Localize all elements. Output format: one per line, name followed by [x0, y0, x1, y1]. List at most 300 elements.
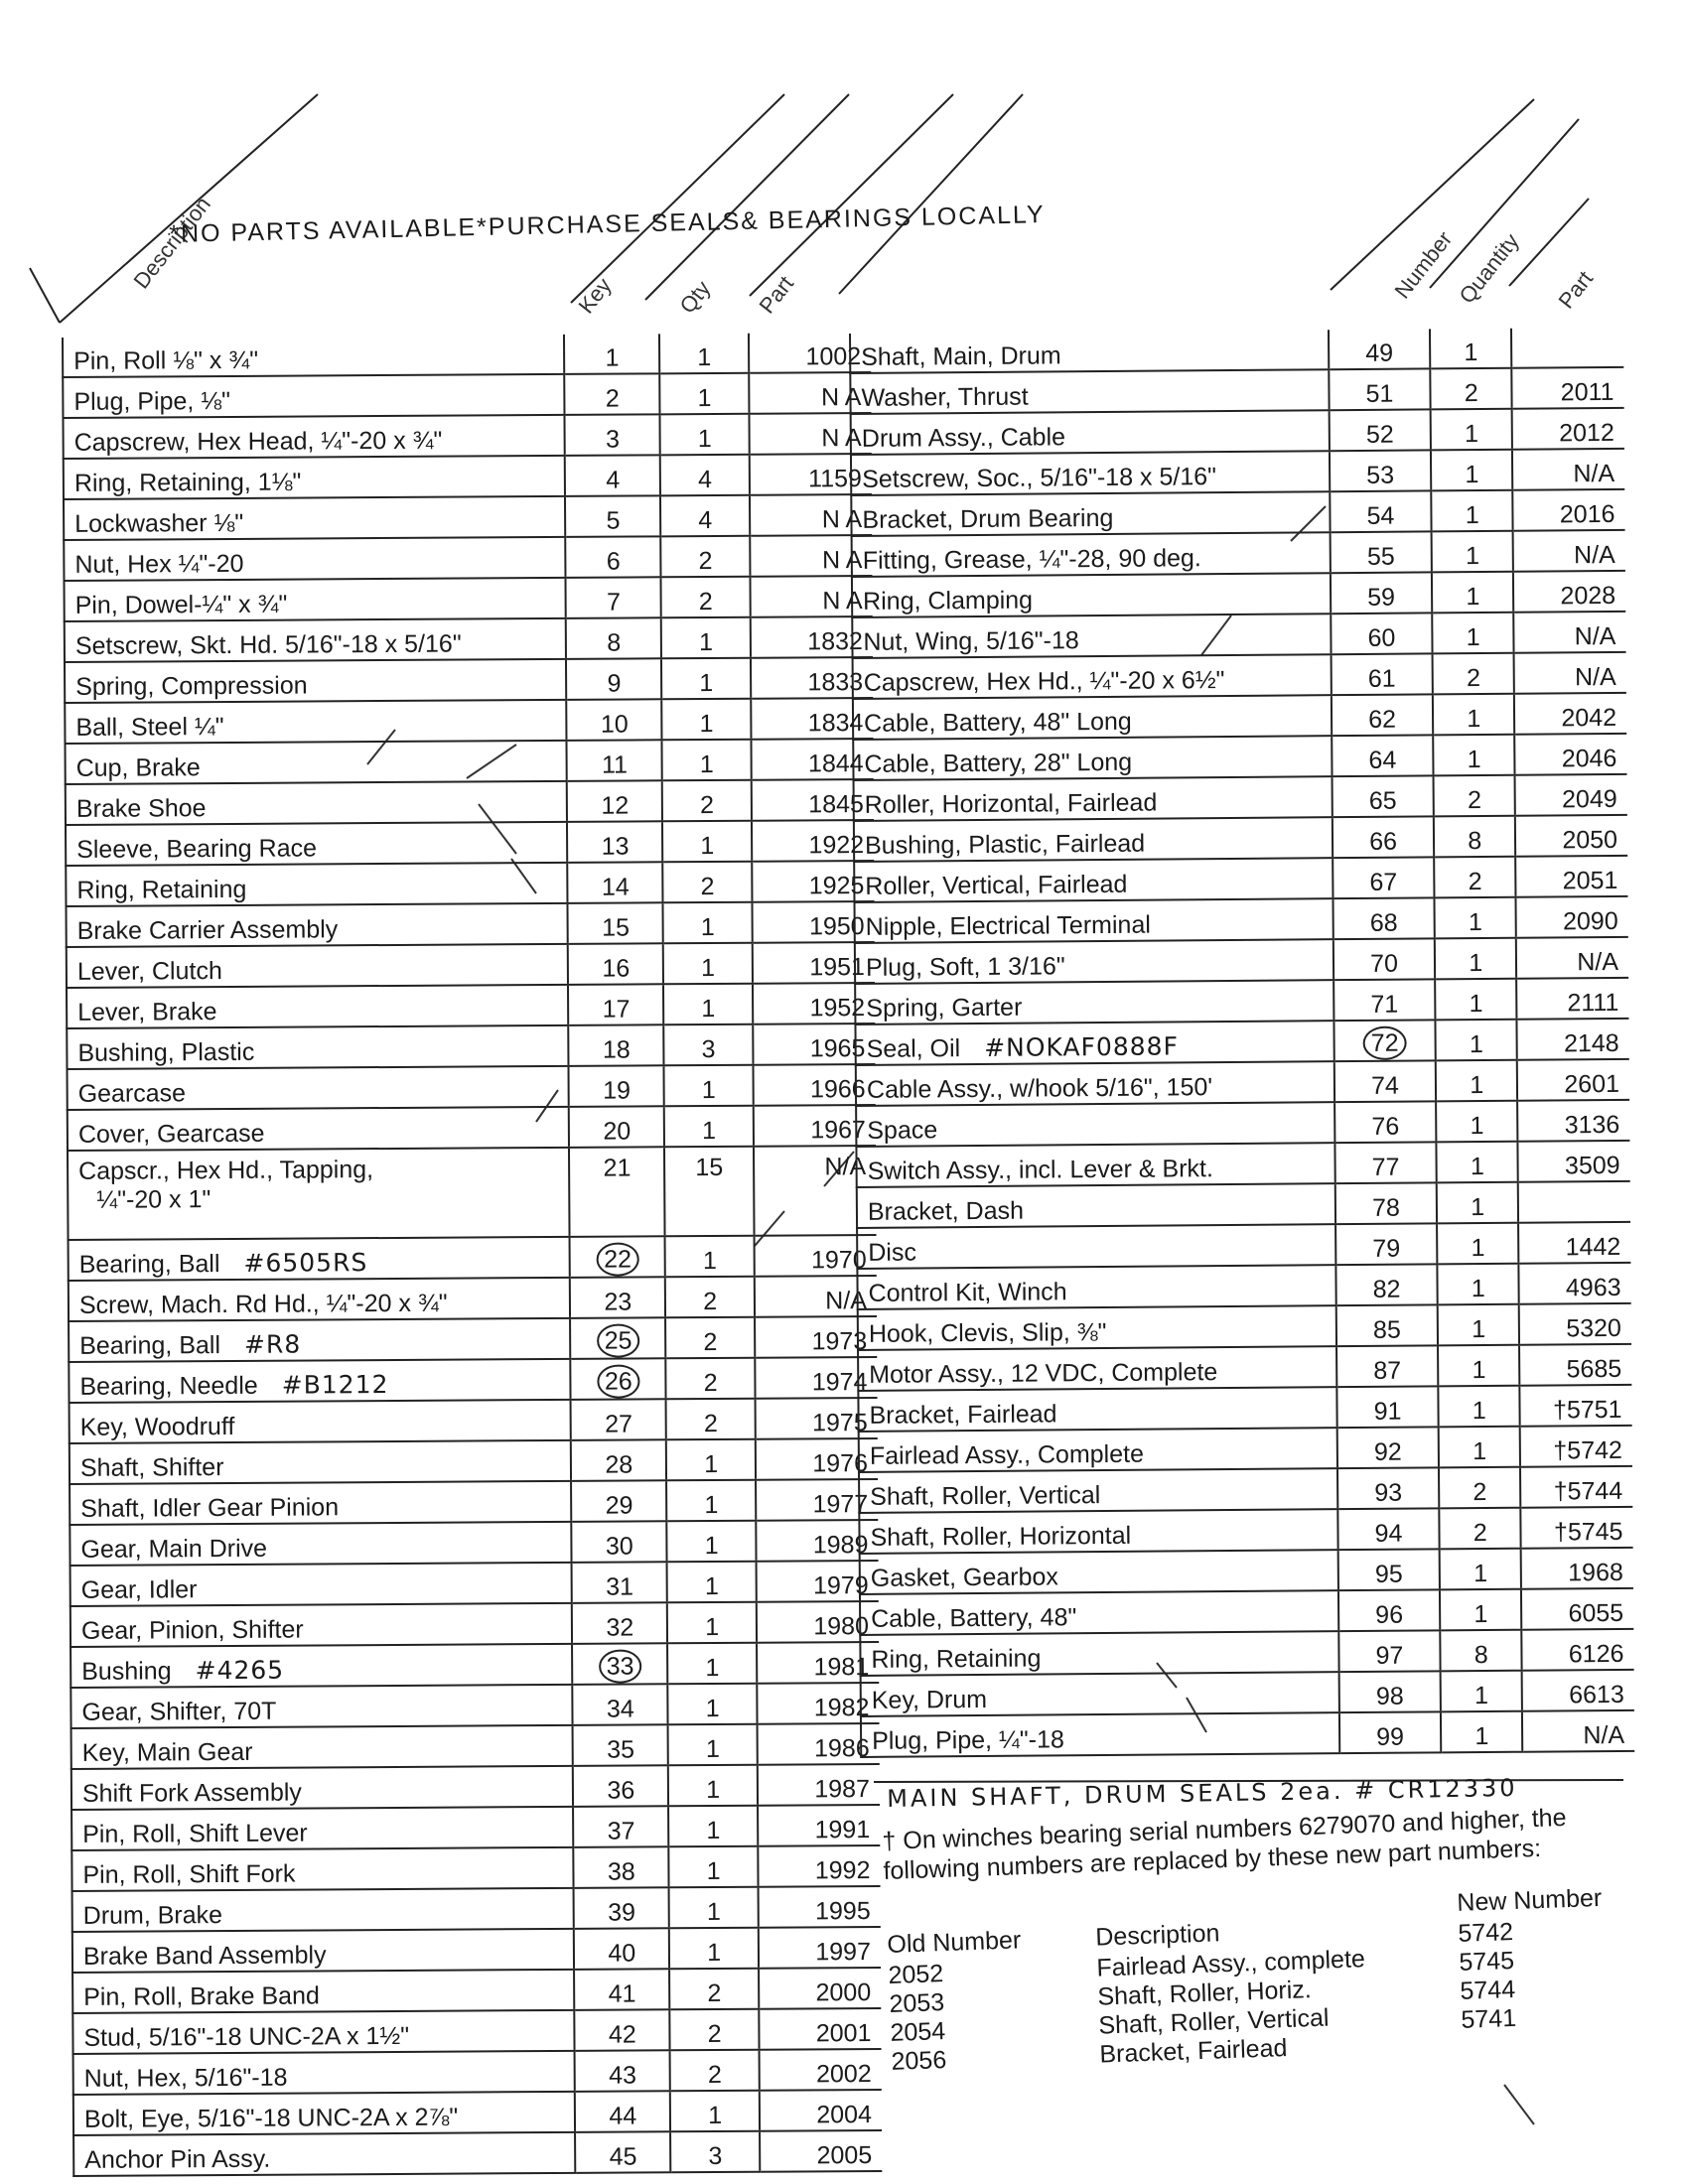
part-row [70, 1438, 878, 1484]
quantity-cell: 2 [670, 2050, 760, 2092]
part-description: Key, Woodruff [79, 1412, 235, 1441]
part-row [67, 1024, 875, 1069]
part-number-cell: 1973 [755, 1316, 877, 1358]
part-description: Plug, Soft, 1 3/16" [865, 952, 1065, 982]
part-row [66, 779, 874, 825]
header-part: Part [754, 271, 799, 319]
key-number-cell [574, 1928, 669, 1970]
quantity-cell: 1 [1439, 1386, 1520, 1428]
key-number-cell [573, 1643, 668, 1685]
part-row [68, 1146, 877, 1240]
part-number-cell: 1995 [759, 1886, 881, 1928]
part-description-cell [66, 863, 568, 906]
key-number-cell [1338, 1589, 1441, 1631]
key-number: 12 [601, 791, 630, 820]
description-cell: Fairlead Assy., complete [1095, 1945, 1366, 1982]
part-description-cell [72, 1970, 575, 2013]
quantity-cell: 1 [662, 740, 752, 781]
quantity-cell: 2 [670, 2009, 760, 2051]
key-number-cell [1332, 694, 1434, 736]
part-description-cell [68, 1148, 570, 1240]
quantity-cell: 1 [663, 902, 753, 944]
part-row [72, 2008, 881, 2054]
part-row [71, 1805, 880, 1850]
part-description: Sleeve, Bearing Race [76, 834, 318, 864]
quantity-cell: 1 [665, 1236, 755, 1278]
part-number-cell: 1159 [750, 454, 872, 495]
part-description-cell [72, 1888, 575, 1932]
part-row [854, 774, 1627, 821]
part-row [72, 1968, 881, 2013]
part-number-cell: 6126 [1522, 1629, 1634, 1671]
key-number-cell [571, 1317, 666, 1359]
part-number-cell: 1991 [758, 1805, 880, 1846]
key-number: 62 [1368, 705, 1397, 734]
old-number-column [887, 1926, 1026, 2077]
part-description-cell [70, 1400, 572, 1443]
part-number-cell: 1834 [751, 698, 873, 740]
part-description-cell [71, 1847, 574, 1891]
part-number-cell: 3509 [1518, 1141, 1630, 1182]
quantity-cell: 2 [666, 1358, 756, 1400]
key-number: 3 [606, 425, 621, 454]
part-description-cell [70, 1563, 573, 1606]
part-description: Pin, Roll, Brake Band [83, 1981, 320, 2011]
key-number-cell [1330, 450, 1432, 491]
key-number-cell [565, 495, 660, 537]
key-number: 37 [607, 1817, 635, 1845]
part-row [64, 576, 872, 621]
quantity-cell: 2 [663, 862, 753, 903]
part-description-cell [70, 1603, 573, 1647]
part-description-cell [859, 1509, 1337, 1554]
key-number: 74 [1370, 1071, 1399, 1100]
part-number-cell: 2001 [759, 2008, 881, 2050]
key-number-cell [1335, 1304, 1438, 1346]
key-number: 13 [601, 832, 630, 861]
key-number: 65 [1368, 786, 1397, 815]
quantity-cell: 1 [667, 1521, 757, 1563]
part-description-cell [855, 1021, 1333, 1065]
part-row [852, 612, 1625, 658]
key-number-cell [1335, 1223, 1438, 1265]
key-number-cell [568, 862, 663, 903]
part-description: Bracket, Dash [867, 1196, 1025, 1226]
part-row [855, 1019, 1628, 1065]
quantity-cell: 1 [668, 1806, 758, 1847]
key-number: 82 [1372, 1275, 1401, 1303]
part-row [851, 449, 1624, 495]
part-description: Ring, Clamping [863, 586, 1034, 615]
part-number-cell: 1980 [757, 1601, 879, 1643]
part-number-cell: 1992 [758, 1845, 880, 1887]
key-number-cell [1334, 1182, 1437, 1224]
part-number-cell: 2028 [1513, 571, 1625, 613]
part-description: Drum Assy., Cable [861, 423, 1066, 453]
drum-seal-note: MAIN SHAFT, DRUM SEALS 2ea. # CR12330 [887, 1773, 1518, 1813]
part-description: Nut, Wing, 5/16"-18 [863, 626, 1079, 656]
part-description: Cable, Battery, 48" Long [863, 707, 1132, 738]
key-number: 55 [1366, 542, 1395, 571]
part-row [851, 408, 1624, 455]
part-description: Key, Main Gear [81, 1737, 253, 1767]
part-row [65, 657, 873, 703]
key-number: 99 [1376, 1722, 1405, 1751]
part-number-cell: 2148 [1517, 1019, 1629, 1060]
part-row [66, 820, 874, 866]
key-number-cell [576, 2131, 671, 2173]
key-number: 95 [1374, 1560, 1403, 1588]
key-number-cell [1336, 1386, 1439, 1428]
key-number-cell [571, 1358, 666, 1400]
key-number-cell [575, 2091, 670, 2132]
part-row [856, 1059, 1629, 1106]
key-number: 16 [602, 954, 631, 983]
part-description-cell [71, 1725, 574, 1769]
key-number-cell [565, 373, 660, 415]
part-description: Shift Fork Assembly [81, 1778, 302, 1808]
new-number-cell: 5745 [1458, 1946, 1515, 1977]
part-description-cell [860, 1550, 1338, 1594]
part-number-cell: N/A [755, 1276, 877, 1317]
key-number-cell [1333, 938, 1436, 980]
part-number-cell: 6613 [1522, 1670, 1634, 1711]
key-number: 91 [1373, 1397, 1402, 1426]
part-description-cell [70, 1522, 572, 1566]
part-number-cell: 1975 [756, 1398, 878, 1439]
key-number-cell [574, 1887, 669, 1929]
part-description-cell [853, 654, 1332, 699]
handwritten-part-note: #4265 [195, 1655, 285, 1686]
part-number-cell: 1968 [1521, 1548, 1633, 1589]
key-number-cell [1330, 531, 1432, 573]
part-description: Shaft, Main, Drum [861, 341, 1061, 371]
key-number-cell [1331, 653, 1433, 695]
key-number-cell [574, 1806, 669, 1847]
part-number-cell: 5320 [1519, 1303, 1631, 1345]
key-number-cell [1329, 368, 1431, 410]
quantity-cell: 2 [661, 536, 751, 578]
header-number: Number [1389, 226, 1458, 304]
key-number-cell [1337, 1508, 1440, 1550]
handwritten-part-note: #B1212 [281, 1370, 389, 1400]
part-number-cell: N A [749, 372, 871, 414]
part-row [71, 1845, 880, 1891]
part-description-cell [861, 1712, 1339, 1757]
part-description-cell [64, 496, 566, 540]
key-number: 60 [1367, 623, 1396, 652]
quantity-cell: 1 [667, 1602, 757, 1644]
part-row [854, 815, 1627, 862]
part-description-cell [851, 410, 1330, 455]
key-number: 31 [606, 1572, 634, 1601]
key-number: 15 [602, 913, 631, 942]
key-number-cell [567, 821, 662, 863]
part-number-cell: 2090 [1516, 896, 1628, 938]
key-number-cell [566, 536, 661, 578]
key-number: 2 [605, 384, 620, 413]
quantity-cell: 2 [661, 577, 751, 618]
key-number: 97 [1375, 1641, 1404, 1670]
part-description: Ring, Retaining, 1⅛" [73, 468, 302, 497]
quantity-cell: 1 [1438, 1345, 1519, 1387]
part-description: Bracket, Fairlead [869, 1400, 1057, 1430]
key-number: 8 [607, 628, 622, 657]
key-number: 38 [607, 1857, 635, 1886]
key-number: 68 [1369, 908, 1398, 937]
description-column [1095, 1914, 1368, 2069]
part-description: Ball, Steel ¼" [75, 713, 224, 742]
old-number-cell: 2053 [889, 1988, 945, 2018]
quantity-cell: 1 [667, 1562, 757, 1603]
key-number-cell [1331, 572, 1433, 614]
key-number-cell [573, 1765, 668, 1807]
part-description-cell [67, 903, 569, 947]
part-description-cell [63, 374, 565, 418]
quantity-cell: 1 [666, 1480, 756, 1522]
part-row [859, 1507, 1632, 1554]
part-number-cell: 1925 [752, 861, 874, 902]
quantity-cell: 1 [1438, 1304, 1519, 1346]
key-number-cell [1330, 490, 1432, 532]
part-row [70, 1601, 879, 1647]
part-description: Shaft, Roller, Vertical [870, 1481, 1101, 1511]
key-number: 33 [599, 1649, 642, 1683]
part-description: Nipple, Electrical Terminal [865, 910, 1151, 941]
part-number-cell: 1922 [752, 820, 874, 862]
part-description: Cover, Gearcase [77, 1119, 265, 1149]
key-number-cell [1336, 1345, 1439, 1387]
key-number: 28 [605, 1450, 633, 1479]
part-row [859, 1426, 1632, 1472]
quantity-cell: 1 [660, 373, 750, 415]
part-description-cell [65, 659, 567, 703]
part-description: Setscrew, Skt. Hd. 5/16"-18 x 5/16" [74, 629, 462, 660]
key-number-cell [1333, 979, 1436, 1021]
key-number-cell [1336, 1427, 1439, 1468]
quantity-cell: 1 [667, 1643, 757, 1685]
key-number: 30 [605, 1532, 633, 1561]
key-number-cell [1339, 1711, 1442, 1753]
key-number: 71 [1370, 990, 1399, 1019]
part-number-cell: 2042 [1514, 693, 1626, 735]
part-description-cell [63, 415, 565, 459]
key-number-cell [1333, 1020, 1436, 1061]
key-number: 52 [1365, 420, 1394, 449]
part-description-cell [861, 1672, 1339, 1716]
part-description: Bearing, Ball [79, 1331, 221, 1360]
key-number-cell [1337, 1549, 1440, 1590]
part-description-cell [852, 573, 1331, 617]
part-number-cell: 1950 [752, 901, 874, 943]
quantity-cell: 1 [1431, 409, 1512, 451]
part-row [73, 2049, 882, 2095]
quantity-cell: 1 [1436, 1060, 1517, 1102]
part-description: Switch Assy., incl. Lever & Brkt. [867, 1155, 1213, 1185]
old-number-cell: 2056 [891, 2045, 947, 2076]
key-number-cell [572, 1521, 667, 1563]
key-number-cell [1334, 1142, 1437, 1183]
key-number-cell [575, 1969, 670, 2010]
key-number-cell [569, 1147, 664, 1237]
quantity-cell: 15 [664, 1147, 754, 1237]
key-number-cell [1337, 1467, 1440, 1509]
part-description-cell [857, 1224, 1335, 1269]
key-number-cell [566, 658, 661, 700]
part-description: Screw, Mach. Rd Hd., ¼"-20 x ¾" [78, 1289, 448, 1319]
part-row [66, 861, 874, 906]
part-description: Bushing, Plastic, Fairlead [864, 829, 1146, 860]
part-number-cell: 5685 [1519, 1344, 1631, 1386]
quantity-cell: 3 [670, 2131, 760, 2173]
key-number: 17 [602, 995, 631, 1024]
part-description-cell [66, 781, 568, 825]
header-key: Key [573, 273, 617, 319]
part-description-cell [856, 1143, 1334, 1187]
key-number-cell [1334, 1060, 1437, 1102]
part-description-cell [65, 700, 567, 744]
part-description-cell [854, 817, 1333, 862]
quantity-cell: 1 [1435, 979, 1516, 1021]
key-number-cell [1329, 409, 1431, 451]
part-row [65, 698, 873, 744]
part-row [853, 652, 1626, 699]
part-number-cell: 1989 [756, 1520, 878, 1562]
part-row [63, 372, 871, 418]
part-row [64, 454, 872, 499]
part-row [64, 494, 872, 540]
quantity-cell: 2 [1439, 1467, 1520, 1509]
key-number: 4 [606, 466, 621, 494]
quantity-cell: 2 [1434, 775, 1515, 817]
quantity-cell: 1 [1441, 1671, 1522, 1712]
key-number: 36 [607, 1776, 635, 1805]
part-description: Ring, Retaining [76, 875, 247, 904]
part-description-cell [66, 822, 568, 866]
key-number: 54 [1366, 501, 1395, 530]
part-description-cell [858, 1346, 1336, 1391]
key-number-cell [1332, 775, 1434, 817]
key-number: 5 [606, 506, 621, 535]
part-description-cell [69, 1359, 571, 1403]
new-number-cell: 5741 [1461, 2003, 1517, 2034]
part-number-cell: 1951 [753, 942, 875, 984]
part-description: Brake Shoe [75, 794, 207, 823]
key-number: 96 [1375, 1600, 1404, 1629]
key-number: 49 [1365, 339, 1394, 367]
part-number-cell: 1979 [757, 1561, 879, 1602]
quantity-cell: 2 [665, 1317, 755, 1359]
key-number-cell [1338, 1671, 1441, 1712]
part-description-cell [859, 1468, 1337, 1513]
part-description: Bearing, Ball [78, 1250, 220, 1279]
handwritten-part-note: #R8 [243, 1329, 302, 1359]
part-description-cell [858, 1387, 1336, 1432]
key-number-cell [1333, 816, 1435, 858]
part-description: Capscrew, Hex Head, ¼"-20 x ¾" [73, 426, 443, 457]
part-row [852, 530, 1625, 577]
part-number-cell: 1981 [757, 1642, 879, 1684]
quantity-cell: 1 [666, 1439, 756, 1481]
key-number-cell [1334, 1101, 1437, 1143]
part-description-cell [857, 1265, 1335, 1309]
part-description-cell [65, 618, 567, 662]
key-number: 39 [608, 1898, 636, 1927]
key-number-cell [1335, 1264, 1438, 1305]
left-parts-table [62, 333, 882, 2177]
part-description-cell [853, 695, 1332, 740]
part-description: Plug, Pipe, ¼"-18 [872, 1725, 1064, 1755]
part-description-cell [855, 898, 1333, 943]
key-number-cell [569, 1024, 664, 1066]
part-row [856, 1100, 1629, 1147]
part-description: Space [867, 1116, 938, 1145]
key-number-cell [570, 1236, 665, 1278]
key-number: 72 [1363, 1026, 1407, 1060]
part-description: Pin, Roll, Shift Fork [82, 1859, 296, 1889]
part-description-cell [69, 1278, 571, 1321]
part-description-cell [73, 2051, 576, 2095]
part-description-cell [69, 1237, 571, 1281]
part-description: Lockwasher ⅛" [74, 508, 244, 538]
part-number-cell: †5745 [1521, 1507, 1633, 1549]
part-row [70, 1683, 879, 1728]
key-number-cell [572, 1602, 667, 1644]
part-number-cell: 1982 [757, 1683, 879, 1724]
quantity-cell: 1 [1441, 1711, 1522, 1753]
part-row [855, 937, 1628, 984]
quantity-cell: 3 [664, 1024, 754, 1066]
part-description: Nut, Hex, 5/16"-18 [83, 2063, 288, 2093]
part-description: Control Kit, Winch [868, 1278, 1067, 1307]
part-description: Motor Assy., 12 VDC, Complete [869, 1358, 1218, 1389]
part-number-cell: 6055 [1521, 1588, 1633, 1630]
key-number-cell [1333, 897, 1435, 939]
part-description-cell [70, 1440, 572, 1484]
part-description: Roller, Vertical, Fairlead [865, 870, 1128, 900]
header-quantity: Quantity [1454, 228, 1524, 309]
part-number-cell: 1974 [755, 1357, 877, 1399]
part-row [71, 1764, 880, 1810]
part-description-cell [854, 858, 1333, 902]
part-row [857, 1181, 1630, 1228]
quantity-cell: 1 [1432, 613, 1513, 654]
key-number: 29 [605, 1491, 633, 1520]
quantity-cell: 1 [668, 1684, 758, 1725]
part-row [856, 1141, 1629, 1187]
part-number-cell: †5742 [1520, 1426, 1632, 1467]
part-row [69, 1276, 877, 1321]
part-number-cell: 1442 [1518, 1222, 1630, 1264]
part-description: Bushing [81, 1657, 172, 1686]
part-description-cell [70, 1481, 572, 1525]
key-number-cell [568, 984, 663, 1025]
key-number: 27 [605, 1410, 633, 1438]
quantity-cell: 1 [1440, 1589, 1521, 1631]
key-number-cell [565, 455, 660, 496]
part-description: Roller, Horizontal, Fairlead [864, 788, 1158, 819]
part-description-cell [857, 1183, 1335, 1228]
quantity-cell: 1 [664, 1106, 754, 1148]
key-number: 98 [1375, 1682, 1404, 1710]
part-description: Shaft, Shifter [79, 1453, 224, 1482]
part-description-cell [67, 944, 569, 988]
quantity-cell: 1 [1439, 1427, 1520, 1468]
quantity-cell: 8 [1441, 1630, 1522, 1672]
part-description-cell [854, 776, 1333, 821]
part-description-cell [69, 1318, 571, 1362]
quantity-cell: 1 [1432, 572, 1513, 614]
